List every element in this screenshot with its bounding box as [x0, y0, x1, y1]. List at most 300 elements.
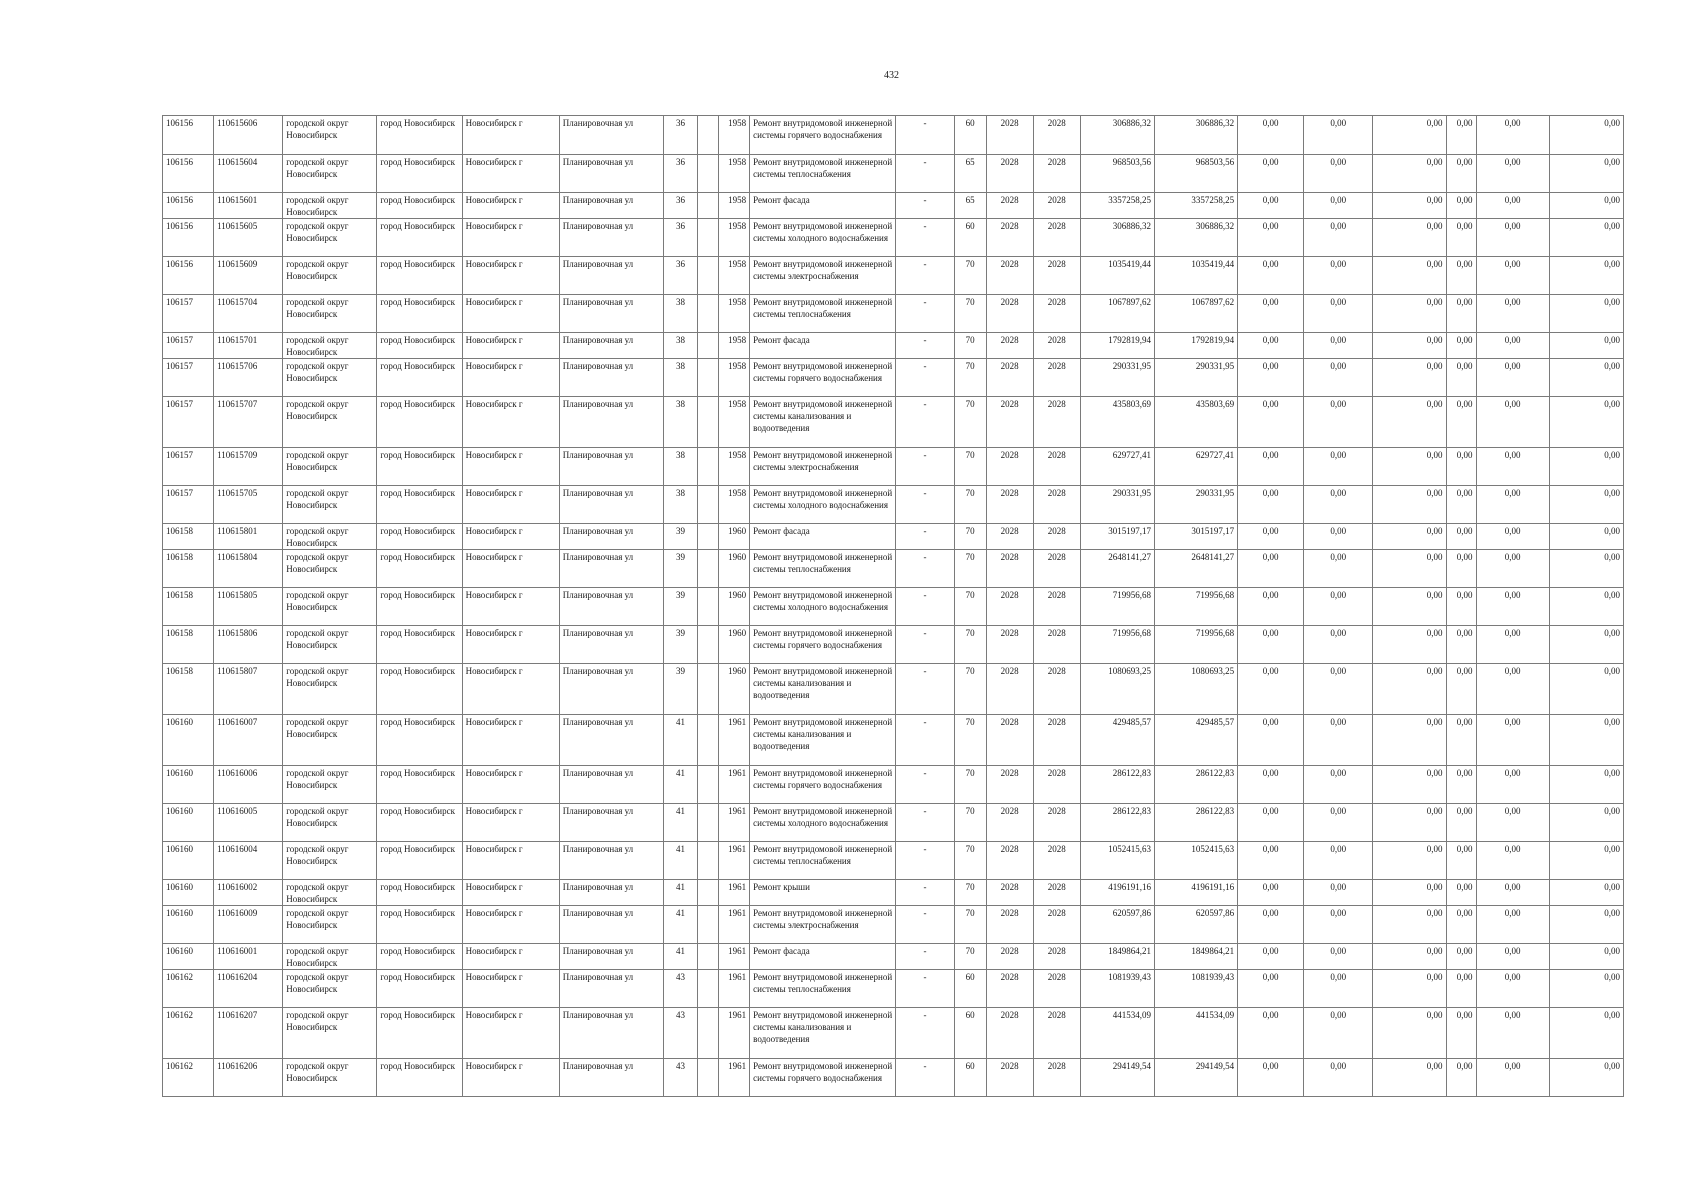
cell-plan-year-end: 2028: [1033, 766, 1080, 804]
cell-cost-regional: 0,00: [1304, 524, 1373, 550]
cell-cost-owners: 0,00: [1476, 486, 1549, 524]
cell-municipal-district: городской округ Новосибирск: [283, 193, 377, 219]
cell-blank: -: [896, 486, 954, 524]
cell-building: [698, 155, 719, 193]
cell-city: Новосибирск г: [462, 448, 559, 486]
cell-settlement: город Новосибирск: [377, 116, 462, 155]
cell-house-number: 38: [663, 486, 697, 524]
cell-building: [698, 804, 719, 842]
cell-work-id: 110616207: [214, 1008, 283, 1059]
cell-cost-reserve: 0,00: [1549, 804, 1623, 842]
cell-wear-percent: 70: [954, 880, 986, 906]
cell-cost-federal: 0,00: [1238, 715, 1304, 766]
cell-city: Новосибирск г: [462, 397, 559, 448]
cell-cost-reserve: 0,00: [1549, 906, 1623, 944]
cell-wear-percent: 70: [954, 664, 986, 715]
cell-work-type: Ремонт фасада: [750, 944, 896, 970]
table-row: [163, 842, 1624, 880]
cell-plan-year-end: 2028: [1033, 448, 1080, 486]
cell-house-id: 106160: [163, 766, 214, 804]
table-row: [163, 626, 1624, 664]
cell-cost-total: 441534,09: [1080, 1008, 1154, 1059]
cell-work-id: 110615806: [214, 626, 283, 664]
cell-cost-other: 0,00: [1446, 257, 1476, 295]
cell-cost-local: 0,00: [1373, 804, 1446, 842]
cell-blank: -: [896, 116, 954, 155]
cell-municipal-district: городской округ Новосибирск: [283, 397, 377, 448]
cell-municipal-district: городской округ Новосибирск: [283, 524, 377, 550]
cell-municipal-district: городской округ Новосибирск: [283, 333, 377, 359]
cell-house-id: 106162: [163, 1059, 214, 1097]
cell-city: Новосибирск г: [462, 193, 559, 219]
cell-plan-year-start: 2028: [986, 715, 1033, 766]
cell-cost-owners: 0,00: [1476, 1059, 1549, 1097]
cell-plan-year-end: 2028: [1033, 804, 1080, 842]
cell-cost-regional: 0,00: [1304, 1059, 1373, 1097]
cell-city: Новосибирск г: [462, 715, 559, 766]
cell-street: Планировочная ул: [559, 524, 663, 550]
cell-building: [698, 944, 719, 970]
cell-house-id: 106158: [163, 626, 214, 664]
cell-blank: -: [896, 333, 954, 359]
cell-wear-percent: 70: [954, 588, 986, 626]
cell-street: Планировочная ул: [559, 295, 663, 333]
cell-cost-owners: 0,00: [1476, 766, 1549, 804]
cell-cost-fund: 2648141,27: [1154, 550, 1237, 588]
cell-house-id: 106160: [163, 715, 214, 766]
cell-street: Планировочная ул: [559, 219, 663, 257]
cell-cost-federal: 0,00: [1238, 906, 1304, 944]
cell-work-id: 110616005: [214, 804, 283, 842]
cell-plan-year-end: 2028: [1033, 257, 1080, 295]
cell-plan-year-start: 2028: [986, 804, 1033, 842]
table-row: [163, 359, 1624, 397]
cell-plan-year-end: 2028: [1033, 944, 1080, 970]
cell-cost-total: 3015197,17: [1080, 524, 1154, 550]
table-row: [163, 944, 1624, 970]
cell-plan-year-end: 2028: [1033, 333, 1080, 359]
cell-municipal-district: городской округ Новосибирск: [283, 295, 377, 333]
cell-cost-reserve: 0,00: [1549, 626, 1623, 664]
cell-wear-percent: 70: [954, 550, 986, 588]
cell-cost-total: 429485,57: [1080, 715, 1154, 766]
cell-cost-federal: 0,00: [1238, 155, 1304, 193]
table-row: [163, 664, 1624, 715]
cell-cost-fund: 435803,69: [1154, 397, 1237, 448]
cell-settlement: город Новосибирск: [377, 257, 462, 295]
cell-house-id: 106160: [163, 880, 214, 906]
cell-cost-federal: 0,00: [1238, 626, 1304, 664]
cell-work-type: Ремонт внутридомовой инженерной системы горячего водоснабжения: [750, 626, 896, 664]
cell-municipal-district: городской округ Новосибирск: [283, 219, 377, 257]
cell-work-id: 110615601: [214, 193, 283, 219]
cell-city: Новосибирск г: [462, 842, 559, 880]
table-row: [163, 1059, 1624, 1097]
cell-blank: -: [896, 842, 954, 880]
cell-cost-owners: 0,00: [1476, 295, 1549, 333]
cell-blank: -: [896, 588, 954, 626]
cell-plan-year-end: 2028: [1033, 715, 1080, 766]
cell-street: Планировочная ул: [559, 486, 663, 524]
cell-work-type: Ремонт внутридомовой инженерной системы холодного водоснабжения: [750, 219, 896, 257]
cell-cost-fund: 290331,95: [1154, 486, 1237, 524]
table-row: [163, 588, 1624, 626]
cell-city: Новосибирск г: [462, 359, 559, 397]
cell-cost-total: 294149,54: [1080, 1059, 1154, 1097]
cell-cost-fund: 968503,56: [1154, 155, 1237, 193]
cell-building: [698, 397, 719, 448]
cell-building: [698, 219, 719, 257]
cell-plan-year-end: 2028: [1033, 664, 1080, 715]
table-row: [163, 1008, 1624, 1059]
cell-build-year: 1961: [719, 880, 750, 906]
cell-city: Новосибирск г: [462, 906, 559, 944]
cell-blank: -: [896, 257, 954, 295]
cell-blank: -: [896, 1008, 954, 1059]
cell-street: Планировочная ул: [559, 1059, 663, 1097]
cell-house-number: 38: [663, 295, 697, 333]
cell-house-number: 41: [663, 944, 697, 970]
cell-work-type: Ремонт внутридомовой инженерной системы канализования и водоотведения: [750, 664, 896, 715]
cell-cost-owners: 0,00: [1476, 550, 1549, 588]
cell-work-type: Ремонт крыши: [750, 880, 896, 906]
cell-municipal-district: городской округ Новосибирск: [283, 944, 377, 970]
cell-cost-reserve: 0,00: [1549, 1008, 1623, 1059]
cell-cost-owners: 0,00: [1476, 257, 1549, 295]
cell-cost-fund: 3015197,17: [1154, 524, 1237, 550]
cell-house-id: 106158: [163, 524, 214, 550]
cell-settlement: город Новосибирск: [377, 588, 462, 626]
cell-building: [698, 766, 719, 804]
cell-house-id: 106157: [163, 397, 214, 448]
cell-work-id: 110616004: [214, 842, 283, 880]
cell-plan-year-end: 2028: [1033, 155, 1080, 193]
cell-cost-fund: 1849864,21: [1154, 944, 1237, 970]
cell-blank: -: [896, 550, 954, 588]
cell-settlement: город Новосибирск: [377, 193, 462, 219]
cell-work-type: Ремонт фасада: [750, 193, 896, 219]
cell-house-id: 106162: [163, 970, 214, 1008]
cell-house-id: 106160: [163, 944, 214, 970]
cell-cost-total: 719956,68: [1080, 588, 1154, 626]
cell-cost-federal: 0,00: [1238, 842, 1304, 880]
cell-cost-regional: 0,00: [1304, 588, 1373, 626]
cell-cost-owners: 0,00: [1476, 842, 1549, 880]
cell-work-type: Ремонт внутридомовой инженерной системы горячего водоснабжения: [750, 1059, 896, 1097]
cell-blank: -: [896, 664, 954, 715]
cell-build-year: 1960: [719, 626, 750, 664]
cell-building: [698, 880, 719, 906]
cell-house-id: 106156: [163, 155, 214, 193]
cell-house-number: 36: [663, 193, 697, 219]
cell-cost-fund: 441534,09: [1154, 1008, 1237, 1059]
cell-house-number: 41: [663, 842, 697, 880]
cell-building: [698, 524, 719, 550]
cell-municipal-district: городской округ Новосибирск: [283, 906, 377, 944]
cell-wear-percent: 70: [954, 906, 986, 944]
cell-cost-local: 0,00: [1373, 944, 1446, 970]
cell-street: Планировочная ул: [559, 448, 663, 486]
cell-work-type: Ремонт внутридомовой инженерной системы теплоснабжения: [750, 295, 896, 333]
cell-building: [698, 1008, 719, 1059]
cell-settlement: город Новосибирск: [377, 715, 462, 766]
cell-cost-other: 0,00: [1446, 880, 1476, 906]
cell-settlement: город Новосибирск: [377, 664, 462, 715]
cell-cost-federal: 0,00: [1238, 664, 1304, 715]
cell-cost-local: 0,00: [1373, 715, 1446, 766]
cell-plan-year-start: 2028: [986, 766, 1033, 804]
cell-cost-federal: 0,00: [1238, 397, 1304, 448]
cell-cost-owners: 0,00: [1476, 359, 1549, 397]
table-row: [163, 397, 1624, 448]
cell-plan-year-start: 2028: [986, 219, 1033, 257]
cell-cost-fund: 719956,68: [1154, 626, 1237, 664]
cell-city: Новосибирск г: [462, 257, 559, 295]
cell-street: Планировочная ул: [559, 880, 663, 906]
table-row: [163, 193, 1624, 219]
cell-cost-federal: 0,00: [1238, 970, 1304, 1008]
cell-cost-reserve: 0,00: [1549, 116, 1623, 155]
cell-street: Планировочная ул: [559, 116, 663, 155]
cell-city: Новосибирск г: [462, 626, 559, 664]
cell-build-year: 1961: [719, 715, 750, 766]
cell-plan-year-start: 2028: [986, 550, 1033, 588]
cell-municipal-district: городской округ Новосибирск: [283, 155, 377, 193]
cell-cost-local: 0,00: [1373, 333, 1446, 359]
cell-building: [698, 664, 719, 715]
cell-build-year: 1961: [719, 804, 750, 842]
cell-cost-other: 0,00: [1446, 970, 1476, 1008]
cell-house-id: 106156: [163, 257, 214, 295]
cell-cost-fund: 294149,54: [1154, 1059, 1237, 1097]
cell-cost-other: 0,00: [1446, 766, 1476, 804]
cell-plan-year-start: 2028: [986, 626, 1033, 664]
cell-plan-year-start: 2028: [986, 359, 1033, 397]
cell-settlement: город Новосибирск: [377, 1008, 462, 1059]
cell-house-id: 106156: [163, 193, 214, 219]
cell-build-year: 1958: [719, 448, 750, 486]
cell-cost-other: 0,00: [1446, 626, 1476, 664]
cell-wear-percent: 60: [954, 1008, 986, 1059]
cell-municipal-district: городской округ Новосибирск: [283, 970, 377, 1008]
cell-cost-fund: 286122,83: [1154, 766, 1237, 804]
cell-work-id: 110615706: [214, 359, 283, 397]
cell-work-id: 110616204: [214, 970, 283, 1008]
cell-house-number: 41: [663, 766, 697, 804]
cell-cost-other: 0,00: [1446, 944, 1476, 970]
cell-house-number: 36: [663, 219, 697, 257]
cell-cost-regional: 0,00: [1304, 397, 1373, 448]
cell-plan-year-end: 2028: [1033, 1008, 1080, 1059]
cell-house-number: 39: [663, 626, 697, 664]
cell-plan-year-start: 2028: [986, 333, 1033, 359]
cell-city: Новосибирск г: [462, 588, 559, 626]
cell-work-id: 110615707: [214, 397, 283, 448]
cell-plan-year-end: 2028: [1033, 880, 1080, 906]
cell-plan-year-start: 2028: [986, 295, 1033, 333]
cell-cost-local: 0,00: [1373, 626, 1446, 664]
cell-cost-local: 0,00: [1373, 664, 1446, 715]
cell-cost-federal: 0,00: [1238, 804, 1304, 842]
cell-building: [698, 1059, 719, 1097]
cell-street: Планировочная ул: [559, 626, 663, 664]
cell-cost-local: 0,00: [1373, 550, 1446, 588]
cell-city: Новосибирск г: [462, 550, 559, 588]
cell-municipal-district: городской округ Новосибирск: [283, 550, 377, 588]
cell-work-id: 110615704: [214, 295, 283, 333]
cell-cost-total: 1080693,25: [1080, 664, 1154, 715]
cell-cost-other: 0,00: [1446, 664, 1476, 715]
cell-cost-owners: 0,00: [1476, 626, 1549, 664]
cell-cost-owners: 0,00: [1476, 155, 1549, 193]
cell-work-type: Ремонт внутридомовой инженерной системы теплоснабжения: [750, 550, 896, 588]
cell-wear-percent: 70: [954, 397, 986, 448]
cell-city: Новосибирск г: [462, 1059, 559, 1097]
cell-work-id: 110615604: [214, 155, 283, 193]
cell-cost-regional: 0,00: [1304, 155, 1373, 193]
cell-wear-percent: 65: [954, 155, 986, 193]
table-row: [163, 219, 1624, 257]
cell-municipal-district: городской округ Новосибирск: [283, 448, 377, 486]
cell-cost-reserve: 0,00: [1549, 715, 1623, 766]
cell-cost-regional: 0,00: [1304, 116, 1373, 155]
cell-cost-federal: 0,00: [1238, 588, 1304, 626]
cell-settlement: город Новосибирск: [377, 524, 462, 550]
table-row: [163, 715, 1624, 766]
cell-house-id: 106156: [163, 219, 214, 257]
cell-cost-reserve: 0,00: [1549, 448, 1623, 486]
cell-cost-regional: 0,00: [1304, 970, 1373, 1008]
cell-plan-year-start: 2028: [986, 664, 1033, 715]
cell-cost-federal: 0,00: [1238, 333, 1304, 359]
cell-wear-percent: 70: [954, 359, 986, 397]
cell-cost-federal: 0,00: [1238, 766, 1304, 804]
cell-settlement: город Новосибирск: [377, 550, 462, 588]
cell-cost-other: 0,00: [1446, 1008, 1476, 1059]
cell-work-type: Ремонт внутридомовой инженерной системы горячего водоснабжения: [750, 359, 896, 397]
cell-cost-total: 1052415,63: [1080, 842, 1154, 880]
cell-municipal-district: городской округ Новосибирск: [283, 257, 377, 295]
cell-building: [698, 448, 719, 486]
cell-wear-percent: 60: [954, 1059, 986, 1097]
cell-cost-fund: 4196191,16: [1154, 880, 1237, 906]
cell-building: [698, 842, 719, 880]
cell-cost-reserve: 0,00: [1549, 486, 1623, 524]
cell-settlement: город Новосибирск: [377, 880, 462, 906]
cell-plan-year-end: 2028: [1033, 970, 1080, 1008]
cell-cost-total: 306886,32: [1080, 116, 1154, 155]
cell-house-number: 43: [663, 1008, 697, 1059]
cell-street: Планировочная ул: [559, 397, 663, 448]
cell-cost-other: 0,00: [1446, 804, 1476, 842]
cell-cost-reserve: 0,00: [1549, 664, 1623, 715]
cell-building: [698, 333, 719, 359]
cell-blank: -: [896, 626, 954, 664]
cell-city: Новосибирск г: [462, 804, 559, 842]
cell-work-id: 110615605: [214, 219, 283, 257]
cell-house-id: 106158: [163, 664, 214, 715]
cell-work-id: 110615801: [214, 524, 283, 550]
cell-cost-total: 286122,83: [1080, 804, 1154, 842]
cell-cost-regional: 0,00: [1304, 486, 1373, 524]
cell-wear-percent: 70: [954, 524, 986, 550]
cell-work-type: Ремонт внутридомовой инженерной системы теплоснабжения: [750, 842, 896, 880]
cell-cost-fund: 306886,32: [1154, 219, 1237, 257]
cell-municipal-district: городской округ Новосибирск: [283, 664, 377, 715]
cell-municipal-district: городской округ Новосибирск: [283, 880, 377, 906]
cell-cost-total: 1035419,44: [1080, 257, 1154, 295]
cell-cost-reserve: 0,00: [1549, 295, 1623, 333]
cell-settlement: город Новосибирск: [377, 333, 462, 359]
cell-cost-owners: 0,00: [1476, 906, 1549, 944]
cell-cost-other: 0,00: [1446, 219, 1476, 257]
cell-cost-federal: 0,00: [1238, 880, 1304, 906]
cell-cost-local: 0,00: [1373, 193, 1446, 219]
cell-work-id: 110616009: [214, 906, 283, 944]
cell-cost-other: 0,00: [1446, 116, 1476, 155]
cell-cost-reserve: 0,00: [1549, 524, 1623, 550]
cell-cost-reserve: 0,00: [1549, 219, 1623, 257]
cell-municipal-district: городской округ Новосибирск: [283, 626, 377, 664]
cell-plan-year-end: 2028: [1033, 295, 1080, 333]
cell-municipal-district: городской округ Новосибирск: [283, 116, 377, 155]
cell-settlement: город Новосибирск: [377, 295, 462, 333]
cell-cost-local: 0,00: [1373, 295, 1446, 333]
cell-cost-owners: 0,00: [1476, 524, 1549, 550]
cell-house-number: 43: [663, 970, 697, 1008]
cell-settlement: город Новосибирск: [377, 448, 462, 486]
cell-house-number: 38: [663, 359, 697, 397]
cell-cost-reserve: 0,00: [1549, 333, 1623, 359]
cell-settlement: город Новосибирск: [377, 804, 462, 842]
table-row: [163, 550, 1624, 588]
cell-plan-year-start: 2028: [986, 257, 1033, 295]
table-row: [163, 257, 1624, 295]
cell-street: Планировочная ул: [559, 715, 663, 766]
cell-street: Планировочная ул: [559, 766, 663, 804]
cell-work-type: Ремонт внутридомовой инженерной системы теплоснабжения: [750, 155, 896, 193]
cell-house-number: 39: [663, 664, 697, 715]
cell-build-year: 1958: [719, 257, 750, 295]
cell-cost-owners: 0,00: [1476, 116, 1549, 155]
cell-cost-fund: 719956,68: [1154, 588, 1237, 626]
cell-build-year: 1960: [719, 664, 750, 715]
cell-plan-year-start: 2028: [986, 193, 1033, 219]
cell-cost-federal: 0,00: [1238, 219, 1304, 257]
cell-plan-year-end: 2028: [1033, 842, 1080, 880]
cell-cost-federal: 0,00: [1238, 295, 1304, 333]
cell-cost-fund: 3357258,25: [1154, 193, 1237, 219]
cell-street: Планировочная ул: [559, 155, 663, 193]
cell-cost-regional: 0,00: [1304, 880, 1373, 906]
cell-wear-percent: 70: [954, 333, 986, 359]
cell-plan-year-end: 2028: [1033, 550, 1080, 588]
cell-city: Новосибирск г: [462, 333, 559, 359]
cell-build-year: 1961: [719, 906, 750, 944]
cell-cost-owners: 0,00: [1476, 448, 1549, 486]
cell-build-year: 1960: [719, 524, 750, 550]
cell-wear-percent: 60: [954, 116, 986, 155]
cell-cost-owners: 0,00: [1476, 970, 1549, 1008]
cell-settlement: город Новосибирск: [377, 944, 462, 970]
cell-street: Планировочная ул: [559, 804, 663, 842]
cell-house-number: 36: [663, 116, 697, 155]
cell-cost-local: 0,00: [1373, 906, 1446, 944]
cell-building: [698, 970, 719, 1008]
cell-cost-federal: 0,00: [1238, 1008, 1304, 1059]
cell-plan-year-start: 2028: [986, 588, 1033, 626]
cell-house-id: 106160: [163, 906, 214, 944]
